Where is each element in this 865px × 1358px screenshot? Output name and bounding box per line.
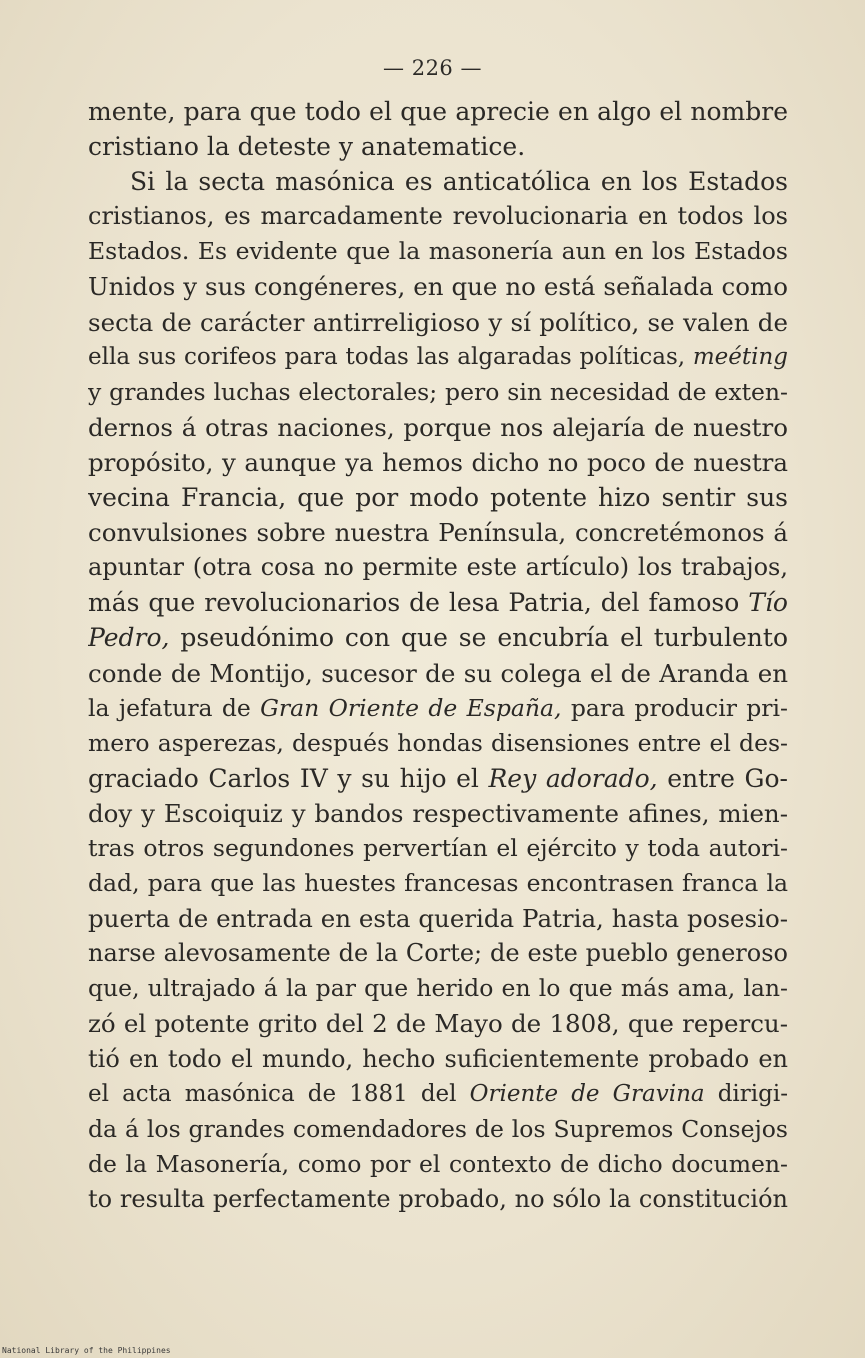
text-segment: Estados. Es evidente que la masonería aun en los Estados bbox=[88, 237, 788, 266]
text-segment: mero asperezas, después hondas disensiones entre el des- bbox=[88, 728, 788, 757]
text-segment: puerta de entrada en esta querida Patria, hasta posesio- bbox=[88, 904, 788, 934]
text-line bbox=[88, 269, 788, 304]
text-segment: propósito, y aunque ya hemos dicho no poco de nuestra bbox=[88, 447, 788, 477]
text-segment: conde de Montijo, sucesor de su colega el de Aranda en bbox=[88, 658, 788, 688]
text-segment: convulsiones sobre nuestra Península, concretémonos á bbox=[88, 518, 788, 548]
text-segment: Unidos y sus congéneres, en que no está señalada como bbox=[88, 272, 788, 302]
text-line bbox=[88, 1147, 788, 1182]
page-number: — 226 — bbox=[383, 56, 482, 80]
text-line bbox=[88, 936, 788, 971]
text-line bbox=[88, 1042, 788, 1077]
text-line bbox=[88, 831, 788, 866]
italic-segment: Oriente de Gravina bbox=[469, 1080, 705, 1107]
text-line bbox=[88, 515, 788, 550]
text-segment: que, ultrajado á la par que herido en lo que más ama, lan- bbox=[88, 974, 788, 1003]
text-line bbox=[88, 656, 788, 691]
text-segment: Si la secta masónica es anticatólica en los Estados bbox=[130, 167, 788, 197]
italic-segment: meéting bbox=[692, 343, 788, 370]
text-line bbox=[88, 1077, 788, 1112]
text-line bbox=[88, 550, 788, 585]
text-segment: da á los grandes comendadores de los Supremos Consejos bbox=[88, 1114, 788, 1143]
text-line bbox=[88, 129, 788, 164]
text-segment: ella sus corifeos para todas las algaradas políticas, bbox=[88, 343, 693, 370]
text-segment: dirigi- bbox=[704, 1080, 788, 1107]
text-segment: dad, para que las huestes francesas encontrasen franca la bbox=[88, 869, 788, 898]
text-line bbox=[88, 691, 788, 726]
text-line bbox=[88, 94, 788, 129]
text-line bbox=[88, 1182, 788, 1217]
text-line bbox=[88, 375, 788, 410]
text-segment: cristianos, es marcadamente revolucionaria en todos los bbox=[88, 202, 788, 231]
text-line bbox=[88, 340, 788, 375]
text-segment: dernos á otras naciones, porque nos alejaría de nuestro bbox=[88, 412, 788, 442]
text-segment: entre Go- bbox=[657, 763, 788, 793]
text-line bbox=[88, 1112, 788, 1147]
body-text bbox=[88, 94, 788, 1217]
italic-segment: Rey adorado, bbox=[488, 763, 658, 793]
text-segment: graciado Carlos IV y su hijo el bbox=[88, 763, 489, 793]
italic-segment: Pedro, bbox=[88, 623, 170, 653]
text-line bbox=[88, 234, 788, 269]
text-segment: más que revolucionarios de lesa Patria, del famoso bbox=[88, 588, 749, 618]
text-segment: y grandes luchas electorales; pero sin necesidad de exten- bbox=[88, 377, 788, 406]
text-segment: tras otros segundones pervertían el ejército y toda autori- bbox=[88, 833, 788, 862]
text-segment: to resulta perfectamente probado, no sólo la constitución bbox=[88, 1184, 788, 1213]
italic-segment: Gran Oriente de España, bbox=[260, 693, 562, 722]
text-line bbox=[88, 796, 788, 831]
text-segment: doy y Escoiquiz y bandos respectivamente afines, mien- bbox=[88, 798, 788, 828]
italic-segment: Tío bbox=[748, 588, 788, 618]
text-segment: cristiano la deteste y anatematice. bbox=[88, 132, 526, 162]
text-line bbox=[88, 1006, 788, 1041]
text-line bbox=[88, 410, 788, 445]
text-segment: tió en todo el mundo, hecho suficientemente probado en bbox=[88, 1044, 788, 1073]
text-line bbox=[88, 866, 788, 901]
text-segment: vecina Francia, que por modo potente hizo sentir sus bbox=[88, 483, 788, 513]
text-segment: apuntar (otra cosa no permite este artículo) los trabajos, bbox=[88, 553, 788, 582]
text-line bbox=[88, 761, 788, 796]
text-line bbox=[88, 726, 788, 761]
text-segment: pseudónimo con que se encubría el turbulento bbox=[169, 623, 788, 653]
text-line bbox=[88, 164, 788, 199]
text-segment: de la Masonería, como por el contexto de dicho documen- bbox=[88, 1149, 788, 1178]
text-segment: zó el potente grito del 2 de Mayo de 1808, que repercu- bbox=[88, 1009, 788, 1039]
text-line bbox=[88, 585, 788, 620]
text-line bbox=[88, 199, 788, 234]
text-line bbox=[88, 480, 788, 515]
text-segment: narse alevosamente de la Corte; de este pueblo generoso bbox=[88, 939, 788, 968]
text-segment: el acta masónica de 1881 del bbox=[88, 1080, 470, 1107]
text-line bbox=[88, 620, 788, 655]
library-credit: National Library of the Philippines bbox=[2, 1346, 171, 1355]
text-segment: secta de carácter antirreligioso y sí político, se valen de bbox=[88, 307, 788, 337]
text-line bbox=[88, 445, 788, 480]
text-segment: para producir pri- bbox=[561, 693, 788, 722]
text-line bbox=[88, 305, 788, 340]
text-line bbox=[88, 901, 788, 936]
text-segment: la jefatura de bbox=[88, 693, 261, 722]
text-segment: mente, para que todo el que aprecie en algo el nombre bbox=[88, 97, 788, 126]
text-line bbox=[88, 971, 788, 1006]
